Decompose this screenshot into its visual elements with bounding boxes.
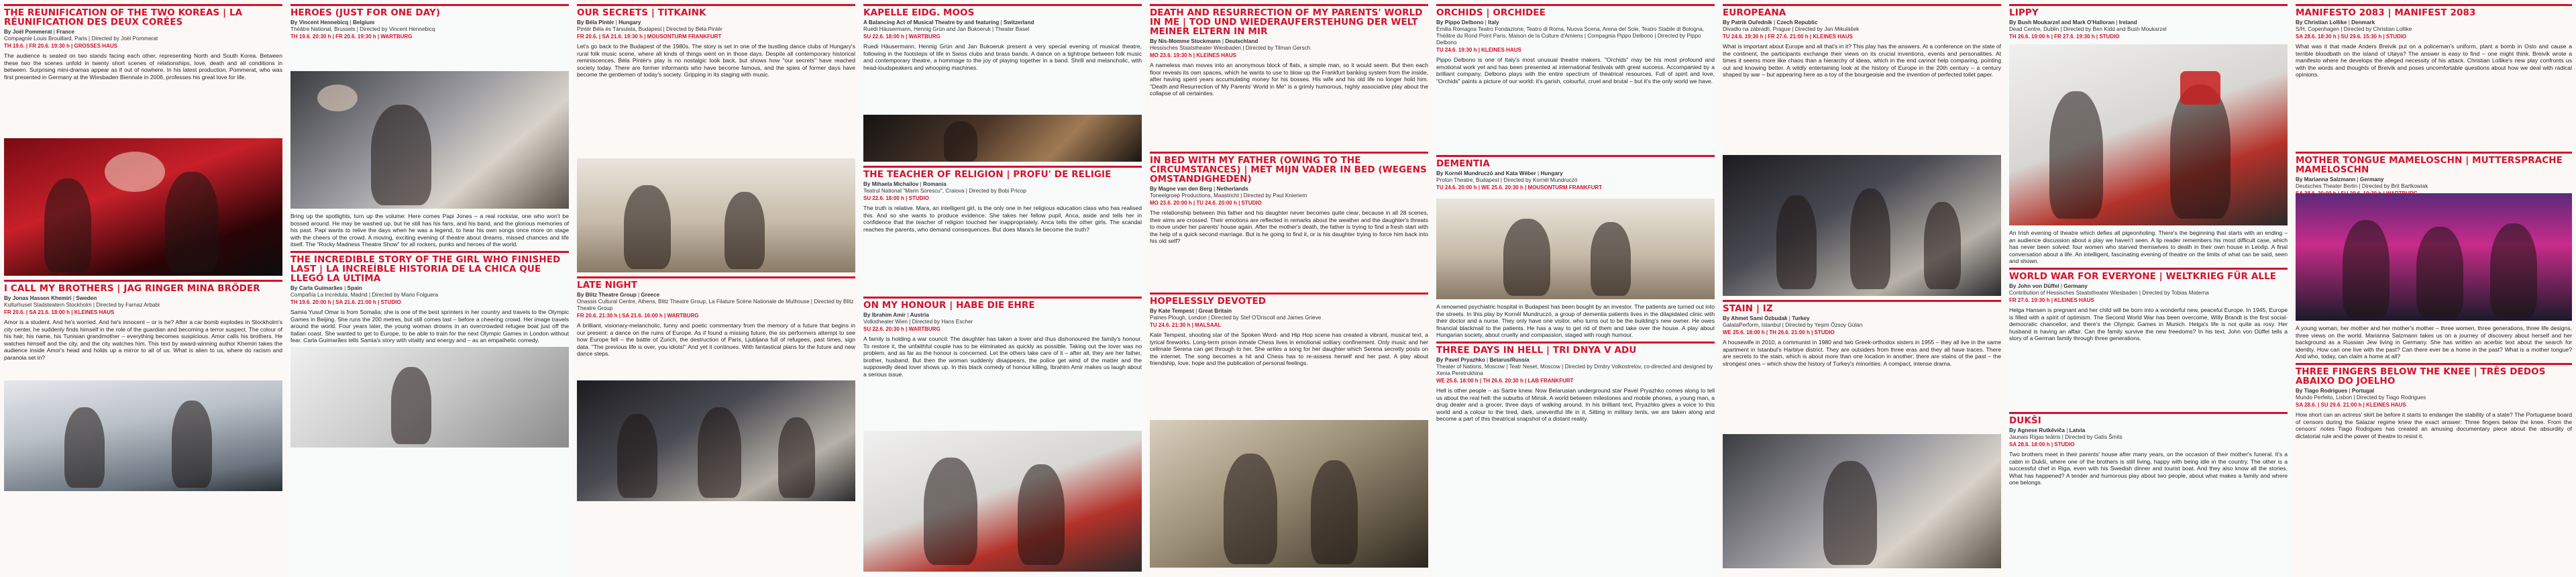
show-title: ORCHIDS | ORCHIDEE — [1436, 7, 1546, 18]
show-credits: Pintér Béla és Társulata, Budapest | Directed by Béla Pintér — [577, 26, 722, 32]
show-credits: Mundo Perfeito, Lisbon | Directed by Tiago Rodrigues — [2296, 394, 2426, 401]
show-description: Pippo Delbono is one of Italy's most unusual theatre makers. "Orchids" may be his most profound and emotional work yet and has been presented at international festivals with great success. Accompanied by a brilliant company, Delbono plays with the entire spectrum of theatrical resources. Full of spirit and love, "Orchids" paints a picture of our world: it's garish, colourful, cruel and brutal – but it's the only world we have. — [1436, 56, 1715, 85]
divider-rule — [2296, 4, 2572, 6]
show-author: By Ibrahim Amir | Austria — [863, 312, 929, 318]
divider-rule — [2009, 4, 2288, 6]
production-photo — [1723, 434, 2001, 568]
show-dates: TU 24.6. 19:30 h | FR 27.6. 21:00 h | KLEINES HAUS — [1723, 34, 1853, 40]
performer-figure — [624, 185, 671, 269]
divider-rule — [1436, 155, 1715, 157]
program-column-2 — [286, 0, 573, 577]
show-dates: SU 22.6. 18:00 h | STUDIO — [863, 195, 929, 201]
show-dates: FR 20.6. | SA 21.6. 19:30 h | MOUSONTURM FRANKFURT — [577, 34, 722, 40]
performer-figure — [1311, 460, 1358, 564]
production-photo — [577, 380, 855, 501]
show-author: By Tiago Rodrigues | Portugal — [2296, 387, 2375, 394]
show-description: A family is holding a war council: The daughter has taken a lover and thus dishonoured the family's honour. To restore it, the unfaithful couple has to be eliminated as quickly as possible. Taking out the lover was no problem, and as far as the honour is concerned. Let the others take care of it – after all, they are her father, brother, husband. But then the woman suddenly disappears, the police get wind of the matter and the supposedly dead lover shows up. In this black comedy of honour killing, Ibrahim Amir makes us laugh about a serious issue. — [863, 335, 1142, 378]
show-description: The relationship between this father and his daughter never becomes quite clear, because in all 28 scenes, their aims are crossed. Their emotions are reflected in remarks about the weather and the daughter's threats to move under her parents' house again. After the mother's death, the father is trying to find a fresh start with the help of a quick second marriage. But is he going to find it, or is his daughter trying to force him back into his old self? — [1150, 209, 1428, 245]
performer-figure — [1018, 464, 1065, 565]
show-entry — [863, 4, 1142, 115]
show-credits: Deutsches Theater Berlin | Directed by Brit Bartkowiak — [2296, 183, 2428, 189]
performer-figure — [1850, 189, 1890, 289]
show-dates: SA 28.6. 18:30 h | SU 29.6. 15:30 h | STUDIO — [2296, 34, 2407, 40]
show-dates: TU 24.6. 19:30 h | KLEINES HAUS — [1436, 47, 1521, 53]
red-bucket-prop — [2180, 71, 2220, 105]
show-author: By Blitz Theatre Group | Greece — [577, 292, 660, 298]
show-credits: Dead Centre, Dublin | Directed by Ben Kidd and Bush Moukarzel — [2009, 26, 2167, 32]
performer-figure — [924, 458, 977, 565]
show-author: By Christian Lollike | Denmark — [2296, 19, 2375, 25]
show-title: KAPELLE EIDG. MOOS — [863, 7, 975, 18]
production-photo — [290, 71, 569, 209]
show-credits: Theater of Nations, Moscow | Teatr Neset, Moscow | Directed by Dmitry Volkostrelov, co-directed and designed by Xenia Peretrukhina — [1436, 363, 1713, 376]
performer-figure — [2343, 220, 2390, 317]
show-entry — [1150, 4, 1428, 152]
show-author: By Béla Pintér | Hungary — [577, 19, 641, 25]
show-dates: TU 24.6. 21:30 h | MALSAAL — [1150, 322, 1222, 328]
show-title: THE INCREDIBLE STORY OF THE GIRL WHO FINISHED LAST | LA INCREÍBLE HISTORIA DE LA CHICA QUE LLEGÓ LA ÚLTIMA — [290, 254, 561, 284]
show-credits: Contribution of Hessisches Staatstheater Wiesbaden | Directed by Tobias Materna — [2009, 289, 2209, 296]
performer-figure — [2049, 91, 2103, 219]
show-credits: Théâtre National, Brussels | Directed by Vincent Hennebicq — [290, 26, 435, 32]
performer-figure — [391, 367, 431, 444]
performer-figure — [1224, 454, 1277, 564]
performer-figure — [617, 414, 657, 498]
performer-figure — [944, 121, 977, 162]
show-description: Ruedi Häusermann, Hennig Grün and Jan Bukoeruk present a very special evening of musical theatre, following in the footsteps of life in Swiss clubs and brass bands. A dance on a tightrope between folk music and contemporary theatre, a hommage to the joy of playing together in a band. Shrill and melancholic, with head-loudspeakers and whooping machines. — [863, 43, 1142, 71]
show-credits: Divadlo na zábradlí, Prague | Directed by Jan Mikulášek — [1723, 26, 1860, 32]
divider-rule — [1723, 300, 2001, 302]
show-author: By Mihaela Michailov | Romania — [863, 181, 947, 187]
divider-rule — [290, 251, 569, 253]
show-description: Helga Hansen is pregnant and her child will be born into a wonderful new, peaceful Europe. In 1945, Europe is filled with a spirit of optimism. The Second World War has been overcome, Willy Brandt is the first social-democratic chancellor, and there's the Olympic Games in Munich. Helga's life is not quite as rosy. Her husband is having an affair. Can the family survive the new freedoms? In his text, John von Düffel tells a story of a German family through three generations. — [2009, 306, 2288, 342]
show-entry — [2009, 4, 2288, 44]
divider-rule — [2296, 152, 2572, 154]
show-entry — [1150, 152, 1428, 293]
show-dates: TH 26.6. 19:00 h | FR 27.6. 19:30 h | STUDIO — [2009, 34, 2120, 40]
show-description: A brilliant, visionary-melancholic, funny and poetic commentary from the memory of a future that begins in our present: a dance on the ruins of Europe. As if found a missing future, the six performers attempt to see how Europe fell – the battle of Zurich, the destruction of Paris, Ljubljana full of refugees, past times, sign data. "The previous life is over, you idiots!" And yet it continues. With fantastical plans for the future and new dance steps. — [577, 322, 855, 358]
show-title: DEMENTIA — [1436, 158, 1490, 169]
production-photo — [4, 380, 282, 491]
show-dates: TH 19.6. | FR 20.6. 19:30 h | GROSSES HAUS — [4, 43, 117, 49]
divider-rule — [1150, 152, 1428, 154]
show-entry — [1150, 293, 1428, 420]
show-description: Hell is other people – as Sartre knew. Now Belarusian underground star Pavel Pryazhko comes along to tell us about the real hell: the suburbs of Minsk. A world between milestones and mobile phones, a young man, a drug dealer and a grocer, three days of walking around. In his brilliant text, Pryazhko gives a voice to this world and a colour to the tired, dark, uneventful life in it. Sitting in military tents, we are taken along and become a part of this theatrical snapshot of a distant reality. — [1436, 386, 1715, 423]
show-author: By Bush Moukarzel and Mark O'Halloran | Ireland — [2009, 19, 2137, 25]
show-dates: SA 28.6. 18:00 h | STUDIO — [2009, 441, 2075, 448]
show-title: MANIFESTO 2083 | MANIFEST 2083 — [2296, 7, 2476, 18]
divider-rule — [4, 4, 282, 6]
divider-rule — [1150, 293, 1428, 295]
show-entry — [4, 280, 282, 380]
show-author: By Pavel Pryazhko | Belarus/Russia — [1436, 356, 1529, 363]
show-author: By Vincent Hennebicq | Belgium — [290, 19, 375, 25]
show-title: STAIN | IZ — [1723, 303, 1773, 314]
show-description: What is important about Europe and all that's in it? This play has the answers. At a conference on the state of the continent, the participants exchange their views on its crucial inventions, events and personalities. At times it seems more like chaos than a hierarchy of ideas, which in the end cannot help comparing, pointing out and knowing better. A wildly entertaining look at the history of Europe in the 20th century – a century shaped by war – but appearing here as a toy of the bourgeoisie and the invention of perfected toilet paper. — [1723, 43, 2001, 78]
program-column-1 — [0, 0, 286, 577]
show-credits: Emilia Romagna Teatro Fondazione, Teatro di Roma, Nuova Scena, Arena del Sole, Teatro Stabile di Bologna, Théâtre du Rond Point Paris, Maison de la Culture d'Amiens | Compagnia Pippo Delbono | Directed by Pippo Delbono — [1436, 26, 1705, 46]
show-entry — [577, 276, 855, 380]
show-title: OUR SECRETS | TITKAINK — [577, 7, 706, 18]
program-column-6 — [1432, 0, 1719, 577]
show-dates: MO 23.6. 20:00 h | TU 24.6. 20:00 h | STUDIO — [1150, 200, 1262, 206]
show-description: A young woman, her mother and her mother's mother – three women, three generations, three life designs, three views on the world. Marianna Salzmann takes us on a journey of discovery about herself and her background as a Russian Jew living in Germany. She has written an acerbic text about the search for identity. How can one live with the past? Can there ever be a home in the past? What is a mother tongue? And who, today, can claim a home at all? — [2296, 325, 2572, 360]
show-dates: WE 25.6. 18:00 h | TH 26.6. 21:00 h | STUDIO — [1723, 329, 1835, 335]
show-dates: WE 25.6. 18:00 h | TH 26.6. 20:30 h | LAB FRANKFURT — [1436, 377, 1574, 384]
show-author: By Magne van den Berg | Netherlands — [1150, 186, 1248, 192]
show-description: A nameless man moves into an anonymous block of flats, a simple man, so it would seem. But then each floor reveals its own spaces, which he wants to use to blow up the Frankfurt banking system from the inside, after having spent years accumulating money for his bosses. His wife and his old life no longer hold him. "Death and Resurrection of My Parents' World in Me" is a grimly humorous, highly associative play about the collapse of all certainties. — [1150, 62, 1428, 97]
show-entry — [290, 4, 569, 71]
performer-figure — [64, 407, 105, 488]
show-entry — [1436, 4, 1715, 155]
show-entry — [1436, 342, 1715, 476]
show-description: A housewife in 2010, a communist in 1980 and two Greek-orthodox sisters in 1955 – they all live in the same apartment in Istanbul's Harbiye district. They are outsiders from three eras and they all have traces. There are secrets to the stain, which is about more than one location in another; there are stains of the past – the strongest ones – which show the history of Turkey's minorities. A compact, intense drama. — [1723, 339, 2001, 367]
show-title: EUROPEANA — [1723, 7, 1786, 18]
show-credits: Toneelgroep Productions, Maastricht | Directed by Paul Knieriem — [1150, 193, 1307, 199]
show-author: By Carla Guimarães | Spain — [290, 284, 362, 291]
show-title: THE TEACHER OF RELIGION | PROFU' DE RELIGIE — [863, 169, 1112, 180]
show-author: A Balancing Act of Musical Theatre by and featuring | Switzerland — [863, 19, 1034, 25]
spotlight — [105, 152, 165, 192]
performer-figure — [1503, 219, 1550, 296]
show-credits: Compagnie Louis Brouillard, Paris | Directed by Joël Pommerat — [4, 36, 158, 42]
show-credits: Ruedi Häusermann, Hennig Grün and Jan Bukoeruk | Theater Basel — [863, 26, 1030, 32]
divider-rule — [2009, 412, 2288, 414]
production-photo — [2296, 193, 2572, 321]
show-description: Samia Yusuf Omar is from Somalia; she is one of the best sprinters in her country and travels to the Olympic Games in Beijing. She runs the 200 metres, but still comes last – before a cheering crowd. Her image travels around the world. Four years later, the young woman drowns in an overcrowded refugee boat just off the Italian coast. She wanted to get to Europe, to be able to train for the next Olympic Games in London without fear. Carla Guimarães tells Samia's story with vitality and energy and – as an empathetic comedy. — [290, 308, 569, 344]
divider-rule — [2296, 363, 2572, 365]
show-credits: S/H, Copenhagen | Directed by Christian Lollike — [2296, 26, 2412, 32]
show-dates: FR 20.6. 21:30 h | SA 21.6. 16:00 h | WARTBURG — [577, 313, 699, 319]
show-credits: Proton Theatre, Budapest | Directed by Kornél Mundruczó — [1436, 177, 1578, 183]
show-credits: GalataPerform, Istanbul | Directed by Yeşim Özsoy Gülan — [1723, 322, 1863, 328]
show-title: IN BED WITH MY FATHER (OWING TO THE CIRCUMSTANCES) | MET MIJN VADER IN BED (WEGENS OMSTANDIGHEDEN) — [1150, 155, 1427, 185]
performer-figure — [1591, 222, 1631, 296]
program-column-9 — [2292, 0, 2576, 577]
show-entry — [577, 4, 855, 158]
divider-rule — [2009, 268, 2288, 270]
show-credits: Jaunais Rīgas teātris | Directed by Gatis Šmits — [2009, 433, 2123, 440]
performer-figure — [371, 105, 431, 205]
divider-rule — [290, 4, 569, 6]
show-dates: SU 22.6. 20:30 h | WARTBURG — [863, 326, 941, 332]
show-dates: SU 22.6. 18:00 h | WARTBURG — [863, 34, 941, 40]
production-photo — [1150, 420, 1428, 568]
show-description: Kate Tempest, shooting star of the Spoken Word- and Hip Hop scene has created a vibrant, musical text, a lyrical fireworks. Long-term prison inmate Chess lives in emotional solitary confinement. Only music and her cellmate Serena can get through to her. She writes a song for her daughter which Serena secretly posts on the internet. The song becomes a hit and Chess has to re-assess herself and her past. A play about friendship, love, hope and the publication of personal feelings. — [1150, 331, 1428, 367]
show-author: By Joël Pommerat | France — [4, 29, 74, 35]
show-title: I CALL MY BROTHERS | JAG RINGER MINA BRÖDER — [4, 283, 260, 294]
divider-rule — [577, 276, 855, 278]
show-description: How short can an actress' skirt be before it starts to endanger the stability of a state? The Portuguese board of censors during the Salazar regime knew the exact answer: Three fingers below the knee. From the censors' notes Tiago Rodrigues has created an amusing documentary piece about the absurdity of dictatorial rule and the power of theatre to resist it. — [2296, 411, 2572, 439]
performer-figure — [2170, 85, 2231, 219]
show-credits: Teatrul National "Marin Sorescu", Craiova | Directed by Bobi Pricop — [863, 188, 1026, 194]
production-photo — [1436, 199, 1715, 299]
show-author: By Kornél Mundruczó and Kata Wéber | Hungary — [1436, 170, 1563, 176]
show-description: Bring up the spotlights, turn up the volume: Here comes Papi Jones – a real rockstar, one who won't be bossed around. He may be washed up, but he still has his fans, and his band, and the glorious memories of his past. Papi wants to relive the days when he was a legend, to hear his own songs once more on stage with the cheers of the crowd. A moving, exciting evening of theatre about dreams, missed chances and life itself. The "Rocky Madness Theatre Show" for all rockers, punks and heroes of the world. — [290, 213, 569, 248]
show-author: By Ahmet Sami Özbudak | Turkey — [1723, 315, 1810, 321]
show-entry — [290, 251, 569, 506]
show-title: LATE NIGHT — [577, 280, 638, 291]
performer-figure — [698, 407, 741, 498]
performer-figure — [1776, 195, 1817, 289]
program-column-3 — [573, 0, 859, 577]
divider-rule — [1150, 4, 1428, 6]
program-column-5 — [1146, 0, 1432, 577]
divider-rule — [863, 297, 1142, 299]
show-description: A renowned psychiatric hospital in Budapest has been bought by an investor. The patients are turned out into the streets. In this play by Kornél Mundruczó, a group of dementia patients lives in the dilapidated clinic with their doctor and a nurse. They only have one visitor, who turns out to be the building's new owner. He owes financial blackmail to the patients. He has a way to get rid of them and take over the house. A play about Hungarian society, about cruelty and compassion, staged with rough humour. — [1436, 303, 1715, 339]
divider-rule — [577, 4, 855, 6]
production-photo — [863, 431, 1142, 572]
show-dates: MO 23.6. 19:30 h | KLEINES HAUS — [1150, 52, 1236, 58]
production-photo — [290, 347, 569, 448]
performer-figure — [2416, 227, 2463, 317]
show-credits: Hessisches Staatstheater Wiesbaden | Directed by Tilman Gersch — [1150, 45, 1311, 51]
show-author: By Marianna Salzmann | Germany — [2296, 176, 2384, 182]
show-author: By John von Düffel | Germany — [2009, 282, 2088, 289]
show-dates: FR 27.6. 19:30 h | KLEINES HAUS — [2009, 297, 2094, 303]
show-credits: Onassis Cultural Centre, Athens, Blitz Theatre Group, La Filature Scène Nationale de Mulhouse | Directed by Blitz Theatre Group — [577, 299, 854, 311]
production-photo — [2009, 44, 2288, 225]
show-description: Let's go back to the Budapest of the 1980s. The story is set in one of the bustling dance clubs of Hungary's rural folk music scene, where all kinds of things went on in those days. Despite all contemporary historical reminiscences, Béla Pintér's play is no nostalgic look back, but shows how "our secrets" have reached society today. There are former informants who have become famous, and the spies of former days have become the gentlemen of today's society. Gripping in its staging with music. — [577, 43, 855, 78]
show-description: Two brothers meet in their parents' house after many years, on the occasion of their mother's funeral. It's a cabin in Dukši, where one of the brothers is still living, happy with being idle in the country. The other is a successful chef in Riga, even with his Swedish dinner and tourist boat. And they also know all the stories. What has happened? A tender and humorous play about two people, about what makes a family and where one belongs. — [2009, 450, 2288, 486]
show-author: By Patrik Ouředník | Czech Republic — [1723, 19, 1818, 25]
show-title: HEROES (JUST FOR ONE DAY) — [290, 7, 441, 18]
show-title: THREE FINGERS BELOW THE KNEE | TRÊS DEDOS ABAIXO DO JOELHO — [2296, 366, 2546, 386]
show-title: MOTHER TONGUE MAMELOSCHN | MUTTERSPRACHE MAMELOSCHN — [2296, 155, 2563, 175]
show-dates: FR 20.6. | SA 21.6. 18:00 h | KLEINES HAUS — [4, 309, 115, 315]
show-entry — [4, 4, 282, 138]
performer-figure — [1924, 202, 1961, 289]
show-entry — [1723, 300, 2001, 434]
performer-figure — [778, 417, 815, 498]
show-entry — [863, 297, 1142, 431]
show-title: DEATH AND RESURRECTION OF MY PARENTS' WORLD IN ME | TOD UND WIEDERAUFERSTEHUNG DER WELT MEINER ELTERN IN MIR — [1150, 7, 1423, 37]
show-dates: TU 24.6. 20:00 h | WE 25.6. 20:30 h | MOUSONTURM FRANKFURT — [1436, 185, 1603, 191]
show-description: The audience is seated on two stands facing each other, representing North and South Korea. Between these two the scenes unfold in twenty short scenes of relationships, love, death and all conditions in between. Surprising mini-dramas appear as if out of nowhere. In his latest production, Pommerat, who was first presented in Germany at the Wiesbaden Biennale in 2006, professes his great love for life. — [4, 52, 282, 81]
show-description: An Irish evening of theatre which defies all pigeonholing. There's the beginning that starts with an ending – an audience discussion about a play we haven't seen. A lip reader remembers his most difficult case, which has never been solved: four women who starved themselves to death in their own house in Leixlip. A final conversation about a life. An intelligent, fascinating evening of theatre on the limits of what can be said, seen and shown. — [2009, 229, 2288, 265]
performer-figure — [724, 192, 765, 269]
show-title: ON MY HONOUR | HABE DIE EHRE — [863, 300, 1035, 311]
show-dates: TH 19.6. 20:00 h | SA 21.6. 21:00 h | STUDIO — [290, 299, 401, 305]
show-title: THE REUNIFICATION OF THE TWO KOREAS | LA RÉUNIFICATION DES DEUX CORÉES — [4, 7, 243, 28]
show-author: By Agnese Rutkēviča | Latvia — [2009, 427, 2086, 433]
show-title: DUKŠI — [2009, 415, 2041, 426]
performer-figure — [44, 178, 91, 272]
production-photo — [577, 158, 855, 272]
production-photo — [863, 115, 1142, 162]
show-credits: Compañía La Incrédula, Madrid | Directed by Mario Folguera — [290, 291, 439, 298]
program-column-7 — [1719, 0, 2005, 577]
performer-figure — [2490, 223, 2537, 317]
show-title: WORLD WAR FOR EVERYONE | WELTKRIEG FÜR ALLE — [2009, 270, 2277, 282]
production-photo — [1723, 155, 2001, 296]
show-entry — [863, 166, 1142, 297]
performer-figure — [165, 172, 219, 272]
show-entry — [2296, 4, 2572, 152]
show-title: THREE DAYS IN HELL | TRI DNYA V ADU — [1436, 344, 1637, 356]
production-photo — [4, 138, 282, 276]
show-entry — [2296, 152, 2572, 193]
show-title: LIPPY — [2009, 7, 2039, 18]
show-dates: TH 19.6. 20:30 h | FR 20.6. 19:30 h | WARTBURG — [290, 34, 413, 40]
show-description: The truth is relative. Mara, an intelligent girl, is the only one in her religious education class who has realised this. And so she wants to produce evidence. She takes her fellow pupil, Anca, aside and tells her in confidence that the teacher of religion touched her inappropriately. Anca tells the other girls. The scandal reaches the parents, who demand consequences. But does Mara's lie become the truth? — [863, 205, 1142, 233]
show-author: By Kate Tempest | Great Britain — [1150, 308, 1232, 314]
show-dates: SA 28.6. | SU 29.6. 21:00 h | KLEINES HAUS — [2296, 401, 2406, 408]
show-entry — [2009, 268, 2288, 412]
show-title: HOPELESSLY DEVOTED — [1150, 296, 1267, 307]
show-entry — [1723, 4, 2001, 155]
show-credits: Volkstheater Wien | Directed by Hans Escher — [863, 319, 973, 325]
divider-rule — [863, 166, 1142, 168]
show-description: What was it that made Anders Breivik put on a policeman's uniform, plant a bomb in Oslo and cause a terrible bloodbath on the island of Utøya? The answer is easy to find – one might think. Breivik wrote a manifesto where he develops the alleged necessity of his attack. Christian Lollike's new play confronts us with the words and thoughts of Breivik and poses uncomfortable questions about how we deal with radical opinions. — [2296, 43, 2572, 78]
divider-rule — [4, 280, 282, 282]
performer-figure — [1823, 461, 1877, 565]
show-credits: Paines Plough, London | Directed by Stef O'Driscoll and James Grieve — [1150, 315, 1322, 321]
show-description: Amor is a student. And he's worried. And he's innocent – or is he? After a car bomb explodes in Stockholm's city center, he suddenly finds himself in the role of the guardian and becoming a terror suspect. The colour of his hair, his name, his Tunisian grandmother – everything becomes suspicious. Amor calls his brothers. He watches himself and the city, and the city watches him. This text by award-winning author Khemiri takes the audience inside Amor's head and holds up a mirror to all of us. What is alien to us, where do racism and paranoia set in? — [4, 319, 282, 361]
divider-rule — [1723, 4, 2001, 6]
show-author: By Nis-Momme Stockmann | Deutschland — [1150, 38, 1258, 44]
show-author: By Pippo Delbono | Italy — [1436, 19, 1499, 25]
performer-figure — [172, 401, 212, 488]
show-credits: Kulturhuset Stadsteatern Stockholm | Directed by Farnaz Arbabi — [4, 302, 160, 308]
show-entry — [1436, 155, 1715, 199]
show-entry — [2009, 412, 2288, 526]
divider-rule — [863, 4, 1142, 6]
program-column-8 — [2005, 0, 2292, 577]
show-entry — [2296, 363, 2572, 464]
divider-rule — [1436, 4, 1715, 6]
program-column-4 — [859, 0, 1146, 577]
stage-light — [317, 85, 358, 111]
divider-rule — [1436, 342, 1715, 344]
show-author: By Jonas Hassen Khemiri | Sweden — [4, 295, 97, 301]
